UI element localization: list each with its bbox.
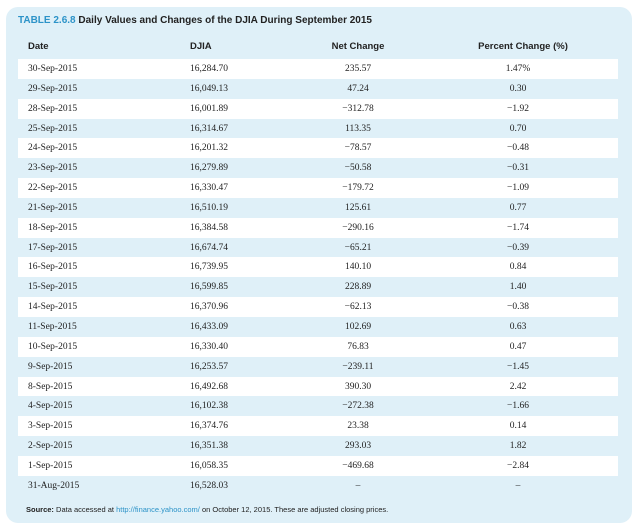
cell-percent-change: −0.31: [507, 163, 529, 174]
cell-djia: 16,314.67: [190, 123, 228, 134]
table-caption: [18, 15, 372, 26]
cell-date: 4-Sep-2015: [28, 401, 73, 412]
cell-date: 25-Sep-2015: [28, 123, 78, 134]
table-row: [18, 218, 618, 238]
cell-net-change: −272.38: [342, 401, 374, 412]
cell-percent-change: −1.74: [507, 222, 529, 233]
source-text-post: on October 12, 2015. These are adjusted closing prices.: [201, 505, 389, 514]
cell-djia: 16,433.09: [190, 321, 228, 332]
table-row: [18, 79, 618, 99]
cell-date: 18-Sep-2015: [28, 222, 78, 233]
cell-net-change: 47.24: [347, 83, 369, 94]
table-row: [18, 138, 618, 158]
cell-djia: 16,201.32: [190, 143, 228, 154]
cell-percent-change: −1.92: [507, 103, 529, 114]
cell-net-change: −65.21: [344, 242, 372, 253]
cell-percent-change: −1.66: [507, 401, 529, 412]
table-row: [18, 317, 618, 337]
cell-net-change: 140.10: [344, 262, 372, 273]
cell-djia: 16,001.89: [190, 103, 228, 114]
table-row: [18, 476, 618, 496]
cell-net-change: 125.61: [344, 202, 372, 213]
cell-djia: 16,330.47: [190, 183, 228, 194]
cell-djia: 16,674.74: [190, 242, 228, 253]
cell-percent-change: 0.63: [509, 321, 527, 332]
cell-net-change: 390.30: [344, 381, 372, 392]
column-header-net-change: Net Change: [331, 41, 385, 52]
cell-date: 9-Sep-2015: [28, 361, 73, 372]
cell-date: 14-Sep-2015: [28, 302, 78, 313]
cell-date: 2-Sep-2015: [28, 441, 73, 452]
cell-djia: 16,284.70: [190, 64, 228, 74]
cell-djia: 16,330.40: [190, 341, 228, 352]
table-row: [18, 238, 618, 258]
table-row: [18, 436, 618, 456]
table-row: [18, 396, 618, 416]
cell-date: 23-Sep-2015: [28, 163, 78, 174]
cell-djia: 16,739.95: [190, 262, 228, 273]
cell-net-change: −78.57: [344, 143, 372, 154]
column-header-djia: DJIA: [190, 41, 212, 52]
cell-percent-change: 1.40: [509, 282, 527, 293]
cell-djia: 16,279.89: [190, 163, 228, 174]
cell-percent-change: −0.39: [507, 242, 529, 253]
cell-percent-change: 1.47%: [505, 64, 531, 74]
cell-date: 3-Sep-2015: [28, 421, 73, 432]
cell-percent-change: −1.09: [507, 183, 529, 194]
table-row: [18, 178, 618, 198]
cell-net-change: –: [355, 480, 361, 491]
table-title: Daily Values and Changes of the DJIA During September 2015: [78, 15, 372, 26]
cell-djia: 16,492.68: [190, 381, 228, 392]
table-row: [18, 277, 618, 297]
cell-percent-change: −0.38: [507, 302, 529, 313]
cell-date: 30-Sep-2015: [28, 64, 78, 74]
cell-date: 1-Sep-2015: [28, 460, 73, 471]
cell-percent-change: 0.14: [509, 421, 527, 432]
source-note: [26, 505, 388, 514]
table-header-row: [18, 38, 618, 56]
cell-net-change: −312.78: [342, 103, 374, 114]
cell-date: 16-Sep-2015: [28, 262, 78, 273]
cell-djia: 16,253.57: [190, 361, 228, 372]
table-row: [18, 59, 618, 79]
cell-date: 28-Sep-2015: [28, 103, 78, 114]
cell-net-change: 23.38: [347, 421, 369, 432]
source-label: Source:: [26, 505, 54, 514]
cell-date: 8-Sep-2015: [28, 381, 73, 392]
cell-percent-change: 0.47: [509, 341, 527, 352]
table-row: [18, 99, 618, 119]
cell-net-change: 113.35: [345, 123, 371, 134]
cell-date: 24-Sep-2015: [28, 143, 78, 154]
cell-percent-change: −1.45: [507, 361, 529, 372]
table-row: [18, 257, 618, 277]
cell-net-change: 293.03: [344, 441, 372, 452]
cell-date: 10-Sep-2015: [28, 341, 78, 352]
cell-djia: 16,374.76: [190, 421, 228, 432]
cell-date: 11-Sep-2015: [28, 321, 77, 332]
table-row: [18, 198, 618, 218]
cell-percent-change: –: [515, 480, 521, 491]
cell-net-change: −239.11: [342, 361, 374, 372]
table-row: [18, 377, 618, 397]
cell-date: 31-Aug-2015: [28, 480, 80, 491]
cell-net-change: −290.16: [342, 222, 374, 233]
table-card: [6, 7, 632, 523]
cell-date: 22-Sep-2015: [28, 183, 78, 194]
cell-net-change: −62.13: [344, 302, 372, 313]
cell-percent-change: 0.84: [509, 262, 527, 273]
table-row: [18, 297, 618, 317]
cell-net-change: 228.89: [344, 282, 372, 293]
cell-djia: 16,351.38: [190, 441, 228, 452]
cell-percent-change: 1.82: [509, 441, 527, 452]
table-row: [18, 158, 618, 178]
cell-net-change: 102.69: [344, 321, 372, 332]
cell-percent-change: 0.30: [509, 83, 527, 94]
cell-djia: 16,384.58: [190, 222, 228, 233]
cell-date: 17-Sep-2015: [28, 242, 78, 253]
table-row: [18, 416, 618, 436]
cell-net-change: −469.68: [342, 460, 374, 471]
cell-djia: 16,528.03: [190, 480, 228, 491]
cell-djia: 16,510.19: [190, 202, 228, 213]
cell-djia: 16,049.13: [190, 83, 228, 94]
cell-percent-change: 2.42: [509, 381, 527, 392]
cell-percent-change: 0.77: [509, 202, 527, 213]
cell-percent-change: −2.84: [507, 460, 529, 471]
cell-net-change: 76.83: [347, 341, 369, 352]
cell-djia: 16,370.96: [190, 302, 228, 313]
cell-net-change: 235.57: [344, 64, 372, 74]
cell-djia: 16,599.85: [190, 282, 228, 293]
table-number: TABLE 2.6.8: [18, 15, 76, 26]
table-row: [18, 357, 618, 377]
table-row: [18, 119, 618, 139]
source-text-pre: Data accessed at: [56, 505, 114, 514]
cell-date: 15-Sep-2015: [28, 282, 78, 293]
source-link[interactable]: http://finance.yahoo.com/: [116, 505, 200, 514]
cell-net-change: −179.72: [342, 183, 374, 194]
cell-djia: 16,102.38: [190, 401, 228, 412]
cell-net-change: −50.58: [344, 163, 372, 174]
cell-percent-change: −0.48: [507, 143, 529, 154]
table-row: [18, 337, 618, 357]
column-header-date: Date: [28, 41, 49, 52]
column-header-percent-change: Percent Change (%): [478, 41, 568, 52]
table-body: [18, 59, 618, 496]
cell-percent-change: 0.70: [509, 123, 527, 134]
cell-djia: 16,058.35: [190, 460, 228, 471]
table-row: [18, 456, 618, 476]
cell-date: 29-Sep-2015: [28, 83, 78, 94]
cell-date: 21-Sep-2015: [28, 202, 78, 213]
